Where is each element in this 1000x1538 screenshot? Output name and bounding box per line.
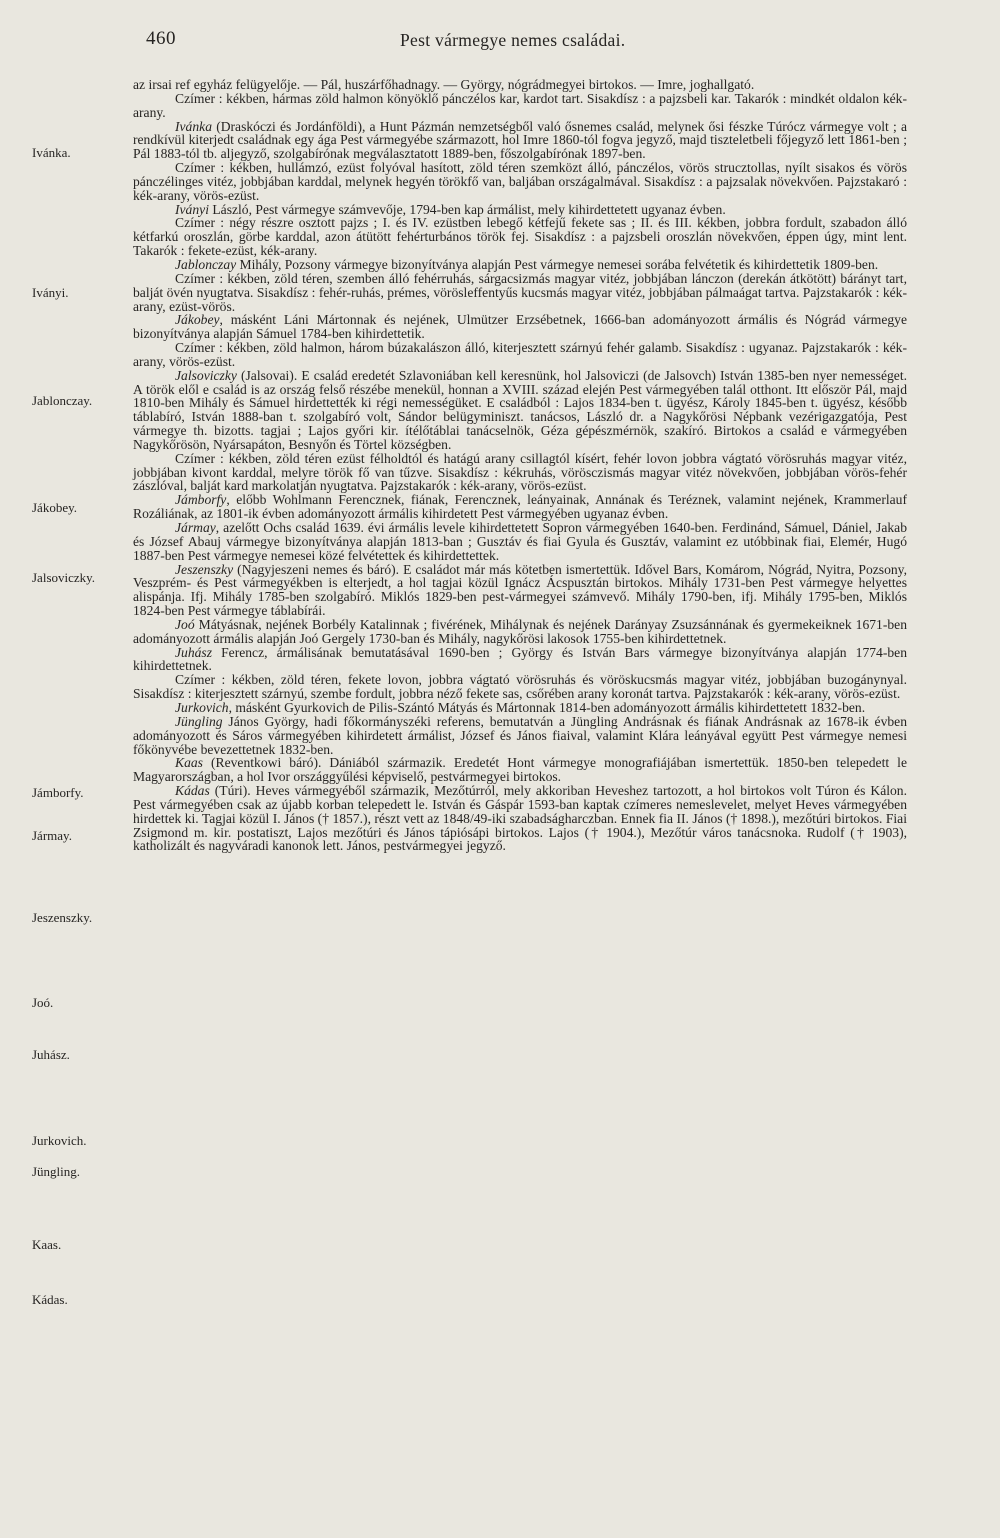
margin-name-jalsoviczky: Jalsoviczky. (32, 570, 96, 585)
family-name: Ivánka (175, 118, 212, 134)
entry-jablonczay (133, 258, 907, 313)
margin-name-jurkovich: Jurkovich. (32, 1133, 87, 1148)
margin-name-jablonczay: Jablonczay. (32, 393, 93, 408)
entry-continued (133, 78, 907, 120)
margin-index (0, 0, 125, 1538)
family-name: Kaas (175, 755, 203, 771)
margin-name-ivanka: Ivánka. (32, 145, 71, 160)
entry-text: (Túri). Heves vármegyéből származik, Mezőtúrról, mely akkoriban Heveshez tartozott, a hol birtokos volt Túron és Kálon. Pest vármegyében csak az újabb korban telepedett le. István és Gáspár 1593-ban kaptak czímeres nemeslevelet, melyet Heves vármegyében hirdettek ki. Tagjai közül I. János († 1857.), részt vett az 1848/49-iki szabadságharczban. Ennek fia II. János († 1898.), mezőtúri birtokos. Fiai Zsigmond m. kir. postatiszt, Lajos mezőtúri és János tápiósápi birtokos. Lajos († 1904.), Mezőtúr város tanácsnoka. Rudolf († 1903), katholizált és nagyváradi kanonok lett. János, pestvármegyei jegyző. (133, 783, 907, 854)
entry-jeszenszky (133, 563, 907, 618)
margin-name-ivanyi: Iványi. (32, 285, 69, 300)
margin-name-jarmay: Jármay. (32, 828, 72, 843)
page-number: 460 (146, 28, 176, 49)
page-header (0, 28, 1000, 58)
family-name: Jámborfy (175, 492, 227, 508)
entry-text: (Jalsovai). E család eredetét Szlavoniában kell keresnünk, hol Jalsoviczi (de Jalsovch) István 1385-ben nyer nemességet. A török elől e család is az ország felső részébe menekül, honnan a XVIII. század elején Pest vármegyében talál otthont. Itt először Pál, majd 1810-ben Mihály és Sámuel hirdettették ki régi nemességüket. E családból : Lajos 1834-ben t. ügyész, Károly 1845-ben t. ügyész, később táblabíró, István 1888-ban t. szolgabíró volt, Sándor belügyminiszt. tanácsos, László dr. a Nagykőrösi Népbank vezérigazgatója, Pest vármegye th. bizotts. tagjai ; Lajos győri kir. ítélőtáblai tanácselnök, Géza gépészmérnök, szakíró. Birtokos a család e vármegyében Nagykőrösön, Nyársapáton, Besnyőn és Törtel községben. (133, 367, 907, 452)
entry-text: László, Pest vármegye számvevője, 1794-ben kap ármálist, mely kihirdettetett ugyanaz évben. (208, 201, 726, 217)
coat-of-arms: Czímer : kékben, hármas zöld halmon könyöklő pánczélos kar, kardot tart. Sisakdísz : a pajzsbeli kar. Takarók : mindkét oldalon kék-arany. (133, 90, 907, 120)
coat-of-arms: Czímer : kékben, zöld téren, szemben álló fehérruhás, sárgacsizmás magyar vitéz, jobbjában lánczon (derekán átkötött) bárányt tart, balját övén nyugtatva. Sisakdísz : fehér-ruhás, prémes, vörösleffentyűs kucsmás magyar vitéz, jobbjában pálmaágat tartva. Pajzstakarók : kék-arany, ezüst-vörös. (133, 270, 907, 314)
entry-text: az irsai ref egyház felügyelője. — Pál, huszárfőhadnagy. — György, nógrádmegyei birtokos. — Imre, joghallgató. (133, 77, 755, 92)
family-name: Iványi (175, 201, 209, 217)
entry-paragraph (133, 313, 907, 341)
entry-paragraph (133, 369, 907, 452)
family-name: Jüngling (175, 713, 223, 729)
margin-name-juhasz: Juhász. (32, 1047, 70, 1062)
margin-name-jungling: Jüngling. (32, 1164, 81, 1179)
entry-text: Mátyásnak, nejének Borbély Katalinnak ; fivérének, Mihálynak és nejének Darányay Zsuzsánnának és gyermekeiknek 1671-ben adományozott ármális alapján Joó Gergely 1730-ban és Mihály, nagykőrösi lakosok 1755-ben kihirdettetnek. (133, 616, 907, 646)
entry-kaas (133, 756, 907, 784)
entry-text: , másként Gyurkovich de Pilis-Szántó Mátyás és Mártonnak 1814-ben adományozott ármális kihirdettetett 1832-ben. (228, 699, 866, 715)
family-name: Jalsoviczky (175, 367, 237, 383)
entry-text: (Reventkowi báró). Dániából származik. Eredetét Hont vármegye monografiájában ismertettük. 1850-ben telepedett le Magyarországban, a hol Ivor országgyűlési képviselő, pestvármegyei birtokos. (133, 755, 907, 785)
entry-paragraph (133, 715, 907, 757)
entry-paragraph (133, 618, 907, 646)
entry-text: (Nagyjeszeni nemes és báró). E családot már más kötetben ismertettük. Idővel Bars, Komárom, Nógrád, Nyitra, Pozsony, Veszprém- és Pest vármegyékben is elterjedt, a hol tagjai közül Ignácz Ácspusztán birtokos. Mihály 1731-ben Pest vármegye helyettes alispánja. Ifj. Mihály 1785-ben szolgabíró. Miklós 1829-ben pest-vármegyei számvevő. Mihály 1790-ben, ifj. Mihály 1795-ben, Miklós 1824-ben Pest vármegye táblabírái. (133, 561, 907, 619)
family-name: Jurkovich (175, 699, 229, 715)
entry-jamborfy (133, 493, 907, 521)
entry-paragraph (133, 203, 907, 217)
running-title: Pest vármegye nemes családai. (400, 30, 626, 50)
entry-text: János György, hadi főkormányszéki referens, bemutatván a Jüngling Andrásnak és fiának Andrásnak az 1678-ik évben adományozott és Sáros vármegyében kihirdetett ármálist, József és János fiaival, valamint Klára leányával együtt Pest vármegye nemesi főkönyvébe bevezettetnek 1832-ben. (133, 713, 907, 757)
entry-paragraph (133, 120, 907, 162)
family-name: Jablonczay (175, 256, 237, 272)
coat-of-arms: Czímer : kékben, zöld téren, fekete lovon, jobbra vágtató vörösruhás és vöröskucsmás magyar vitéz, jobbjában buzogánynyal. Sisakdísz : kiterjesztett szárnyú, szembe fordult, jobbra néző fekete sas, csőrében arany koronát tartva. Pajzstakarók : kék-arany, vörös-ezüst. (133, 672, 907, 702)
entry-paragraph (133, 756, 907, 784)
family-name: Joó (175, 616, 195, 632)
coat-of-arms: Czímer : kékben, zöld téren ezüst félholdtól és hatágú arany csillagtól kísért, fehér lovon jobbra vágtató vörösruhás magyar vitéz, jobbjában kivont karddal, melyre török fő van tűzve. Sisakdísz : kékruhás, vörösczismás magyar vitéz növekvően, jobbjában vörös-fehér zászlóval, balját kard markolatján nyugtatva. Pajzstakarók : kék-arany, vörös-ezüst. (133, 450, 907, 494)
margin-name-jakobey: Jákobey. (32, 500, 78, 515)
entry-text: , előbb Wohlmann Ferencznek, fiának, Ferencznek, leányainak, Annának és Teréznek, valamint nejének, Krammerlauf Rozáliának, az 1801-ik évben adományozott ármális kihirdetett Pest vármegyében ugyanaz évben. (133, 492, 907, 522)
coat-of-arms: Czímer : kékben, zöld halmon, három búzakalászon álló, kiterjesztett szárnyú fehér galamb. Sisakdísz : ugyanaz. Pajzstakarók : kék-arany, vörös-ezüst. (133, 340, 907, 369)
family-name: Jeszenszky (175, 561, 234, 577)
entry-jarmay (133, 521, 907, 563)
coat-of-arms: Czímer : négy részre osztott pajzs ; I. és IV. ezüstben lebegő kétfejű fekete sas ; II. és III. kékben, jobbra fordult, szabadon álló kétfarkú oroszlán, görbe karddal, azon átütött fehérturbános török fej. Sisakdísz : a pajzsbeli oroszlán növekvően, éppen úgy, mint lent. Takarók : fekete-ezüst, kék-arany. (133, 215, 907, 259)
family-name: Jákobey (175, 312, 220, 328)
page-body (133, 78, 907, 853)
margin-name-kadas: Kádas. (32, 1292, 68, 1307)
entry-paragraph (133, 521, 907, 563)
entry-paragraph (133, 784, 907, 853)
entry-jungling (133, 715, 907, 757)
entry-text: , másként Láni Mártonnak és nejének, Ulmützer Erzsébetnek, 1666-ban adományozott ármális és Nógrád vármegye bizonyítványa alapján Sámuel 1784-ben kihirdettetik. (133, 312, 907, 342)
entry-text: Mihály, Pozsony vármegye bizonyítványa alapján Pest vármegye nemesei sorába felvétetik és kihirdettetik 1809-ben. (236, 256, 879, 272)
family-name: Jármay (175, 520, 216, 535)
entry-text: Ferencz, ármálisának bemutatásával 1690-ben ; György és István Bars vármegye bizonyítványa alapján 1774-ben kihirdettetnek. (133, 644, 907, 674)
entry-paragraph (133, 646, 907, 674)
entry-paragraph (133, 258, 907, 272)
entry-jalsoviczky (133, 369, 907, 494)
margin-name-jamborfy: Jámborfy. (32, 785, 84, 800)
entry-text: , azelőtt Ochs család 1639. évi ármális levele kihirdettetett Sopron vármegyében 1640-ben. Ferdinánd, Sámuel, Dániel, Jakab és József Abauj vármegye bizonyítványa alapján 1813-ban ; Gusztáv és fiai Gyula és Gusztáv, valamint ez utóbbinak fiai, Elemér, Hugó 1887-ben Pest vármegye nemesei közé felvétettek és kihirdettettek. (133, 520, 907, 563)
margin-name-kaas: Kaas. (32, 1237, 62, 1252)
entry-ivanka (133, 120, 907, 203)
entry-kadas (133, 784, 907, 853)
entry-ivanyi (133, 203, 907, 258)
family-name: Juhász (175, 644, 213, 660)
entry-paragraph (133, 701, 907, 715)
entry-juhasz (133, 646, 907, 701)
margin-name-jeszenszky: Jeszenszky. (32, 910, 93, 925)
margin-name-joo: Joó. (32, 995, 54, 1010)
entry-text: (Draskóczi és Jordánföldi), a Hunt Pázmán nemzetségből való ősnemes család, melynek ősi fészke Túrócz vármegye volt ; a rendkívül kiterjedt családnak egy ága Pest vármegyébe származott, hol Imre 1860-tól fogva jegyző, majd tiszteletbeli főjegyző lett 1861-ben ; Pál 1883-tól tb. aljegyző, szolgabírónak megválasztatott 1889-ben, főszolgabírónak 1897-ben. (133, 118, 907, 162)
entry-paragraph (133, 493, 907, 521)
entry-jakobey (133, 313, 907, 368)
entry-jurkovich (133, 701, 907, 715)
coat-of-arms: Czímer : kékben, hullámzó, ezüst folyóval hasított, zöld téren szemközt álló, pánczélos, vörös strucztollas, nyílt sisakos és vörös pánczélinges vitéz, jobbjában karddal, melynek hegyén törökfő van, baljában országalmával. Sisakdísz : a pajzsalak növekvően. Pajzstakaró : kék-arany, vörös-ezüst. (133, 160, 907, 203)
entry-paragraph (133, 563, 907, 618)
family-name: Kádas (175, 783, 210, 799)
entry-joo (133, 618, 907, 646)
